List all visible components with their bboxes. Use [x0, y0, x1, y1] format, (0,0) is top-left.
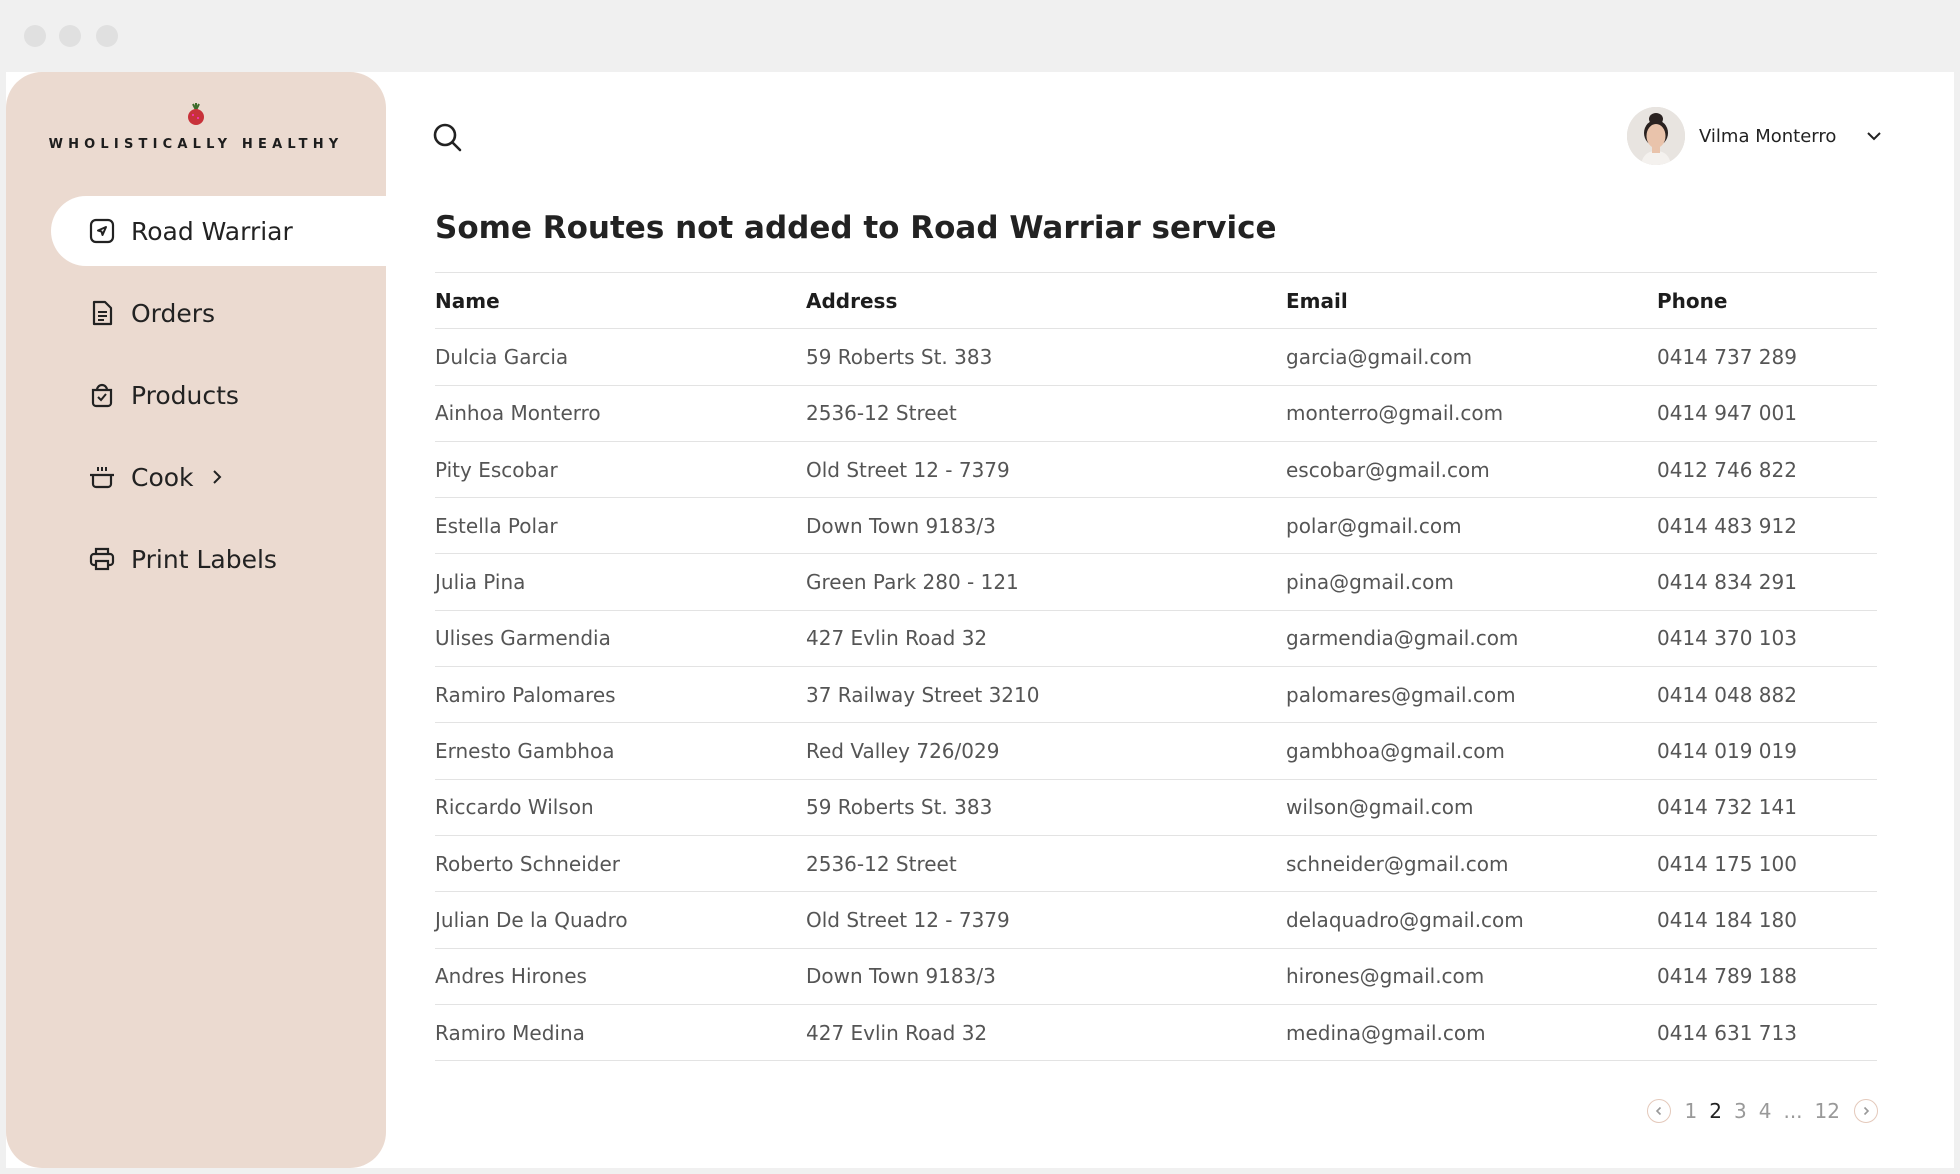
column-header-address[interactable]: Address	[806, 273, 1286, 329]
page-list	[1679, 1099, 1846, 1123]
cell-name: Dulcia Garcia	[435, 329, 806, 385]
cell-address: 37 Railway Street 3210	[806, 667, 1286, 723]
cell-address: 427 Evlin Road 32	[806, 610, 1286, 666]
table-row[interactable]	[435, 723, 1877, 779]
table-header-row	[435, 273, 1877, 329]
page-number[interactable]: 4	[1758, 1099, 1772, 1123]
user-menu[interactable]	[1627, 106, 1882, 166]
table-row[interactable]	[435, 667, 1877, 723]
table-row[interactable]	[435, 610, 1877, 666]
bag-check-icon	[87, 380, 117, 410]
cell-phone: 0414 048 882	[1657, 667, 1877, 723]
printer-icon	[87, 544, 117, 574]
cell-email: hirones@gmail.com	[1286, 948, 1657, 1004]
pot-icon	[87, 462, 117, 492]
page-title: Some Routes not added to Road Warriar service	[435, 210, 1277, 246]
previous-page-button[interactable]	[1647, 1099, 1671, 1123]
user-name: Vilma Monterro	[1699, 125, 1837, 147]
cell-phone: 0414 834 291	[1657, 554, 1877, 610]
cell-phone: 0414 737 289	[1657, 329, 1877, 385]
page-number[interactable]: 12	[1814, 1099, 1840, 1123]
cell-address: Old Street 12 - 7379	[806, 892, 1286, 948]
cell-email: wilson@gmail.com	[1286, 779, 1657, 835]
cell-address: 2536-12 Street	[806, 385, 1286, 441]
cell-email: polar@gmail.com	[1286, 498, 1657, 554]
chevron-right-icon	[1861, 1106, 1871, 1116]
cell-phone: 0414 947 001	[1657, 385, 1877, 441]
window-minimize-button[interactable]	[59, 25, 81, 47]
sidebar-item-print-labels[interactable]	[51, 524, 386, 594]
pagination	[1647, 1099, 1878, 1123]
cell-name: Estella Polar	[435, 498, 806, 554]
cell-name: Julian De la Quadro	[435, 892, 806, 948]
cell-phone: 0414 370 103	[1657, 610, 1877, 666]
table-row[interactable]	[435, 329, 1877, 385]
cell-name: Ulises Garmendia	[435, 610, 806, 666]
chevron-down-icon[interactable]	[1866, 131, 1882, 141]
table-row[interactable]	[435, 892, 1877, 948]
column-header-name[interactable]: Name	[435, 273, 806, 329]
cell-address: 427 Evlin Road 32	[806, 1004, 1286, 1060]
sidebar-item-road-warriar[interactable]	[51, 196, 386, 266]
cell-phone: 0412 746 822	[1657, 441, 1877, 497]
navigation-icon	[87, 216, 117, 246]
table-row[interactable]	[435, 779, 1877, 835]
chevron-right-icon[interactable]	[210, 469, 224, 485]
cell-email: escobar@gmail.com	[1286, 441, 1657, 497]
window-close-button[interactable]	[24, 25, 46, 47]
cell-address: Old Street 12 - 7379	[806, 441, 1286, 497]
cell-phone: 0414 175 100	[1657, 835, 1877, 891]
sidebar-item-products[interactable]	[51, 360, 386, 430]
cell-phone: 0414 184 180	[1657, 892, 1877, 948]
sidebar-item-orders[interactable]	[51, 278, 386, 348]
brand-name: WHOLISTICALLY HEALTHY	[48, 137, 344, 152]
table-row[interactable]	[435, 948, 1877, 1004]
cell-address: 59 Roberts St. 383	[806, 779, 1286, 835]
cell-name: Riccardo Wilson	[435, 779, 806, 835]
cell-name: Julia Pina	[435, 554, 806, 610]
cell-name: Ramiro Medina	[435, 1004, 806, 1060]
table-row[interactable]	[435, 835, 1877, 891]
table-row[interactable]	[435, 441, 1877, 497]
search-icon[interactable]	[432, 122, 464, 154]
chevron-left-icon	[1654, 1106, 1664, 1116]
page-ellipsis: ...	[1783, 1099, 1803, 1123]
cell-email: monterro@gmail.com	[1286, 385, 1657, 441]
cell-name: Roberto Schneider	[435, 835, 806, 891]
cell-email: schneider@gmail.com	[1286, 835, 1657, 891]
title-bar	[0, 0, 1960, 72]
sidebar-item-label: Print Labels	[131, 544, 277, 574]
next-page-button[interactable]	[1854, 1099, 1878, 1123]
table-body	[435, 329, 1877, 1061]
cell-phone: 0414 789 188	[1657, 948, 1877, 1004]
brand-logo[interactable]	[6, 102, 386, 152]
cell-email: palomares@gmail.com	[1286, 667, 1657, 723]
page-number[interactable]: 3	[1734, 1099, 1747, 1123]
sidebar-item-label: Products	[131, 380, 239, 410]
cell-phone: 0414 732 141	[1657, 779, 1877, 835]
cell-address: 59 Roberts St. 383	[806, 329, 1286, 385]
cell-email: gambhoa@gmail.com	[1286, 723, 1657, 779]
cell-email: garcia@gmail.com	[1286, 329, 1657, 385]
cell-phone: 0414 631 713	[1657, 1004, 1877, 1060]
cell-name: Ramiro Palomares	[435, 667, 806, 723]
cell-address: 2536-12 Street	[806, 835, 1286, 891]
cell-email: garmendia@gmail.com	[1286, 610, 1657, 666]
cell-address: Down Town 9183/3	[806, 498, 1286, 554]
table-row[interactable]	[435, 498, 1877, 554]
cell-email: delaquadro@gmail.com	[1286, 892, 1657, 948]
sidebar-item-label: Cook	[131, 462, 194, 492]
sidebar-item-label: Orders	[131, 298, 216, 328]
table-row[interactable]	[435, 385, 1877, 441]
cell-email: medina@gmail.com	[1286, 1004, 1657, 1060]
page-number[interactable]: 1	[1684, 1099, 1698, 1123]
table-header	[435, 273, 1877, 329]
cell-name: Ernesto Gambhoa	[435, 723, 806, 779]
cell-phone: 0414 019 019	[1657, 723, 1877, 779]
table-row[interactable]	[435, 554, 1877, 610]
column-header-email[interactable]: Email	[1286, 273, 1657, 329]
document-icon	[87, 298, 117, 328]
routes-table	[435, 272, 1877, 1061]
window-maximize-button[interactable]	[96, 25, 118, 47]
cell-name: Andres Hirones	[435, 948, 806, 1004]
strawberry-logo-icon	[185, 102, 207, 126]
page-number[interactable]: 2	[1709, 1099, 1722, 1123]
sidebar	[6, 72, 386, 1168]
cell-name: Pity Escobar	[435, 441, 806, 497]
cell-phone: 0414 483 912	[1657, 498, 1877, 554]
avatar[interactable]	[1627, 107, 1685, 165]
cell-address: Down Town 9183/3	[806, 948, 1286, 1004]
cell-address: Green Park 280 - 121	[806, 554, 1286, 610]
sidebar-item-cook[interactable]	[51, 442, 386, 512]
cell-email: pina@gmail.com	[1286, 554, 1657, 610]
cell-address: Red Valley 726/029	[806, 723, 1286, 779]
sidebar-item-label: Road Warriar	[131, 216, 293, 246]
column-header-phone[interactable]: Phone	[1657, 273, 1877, 329]
cell-name: Ainhoa Monterro	[435, 385, 806, 441]
table-row[interactable]	[435, 1004, 1877, 1060]
